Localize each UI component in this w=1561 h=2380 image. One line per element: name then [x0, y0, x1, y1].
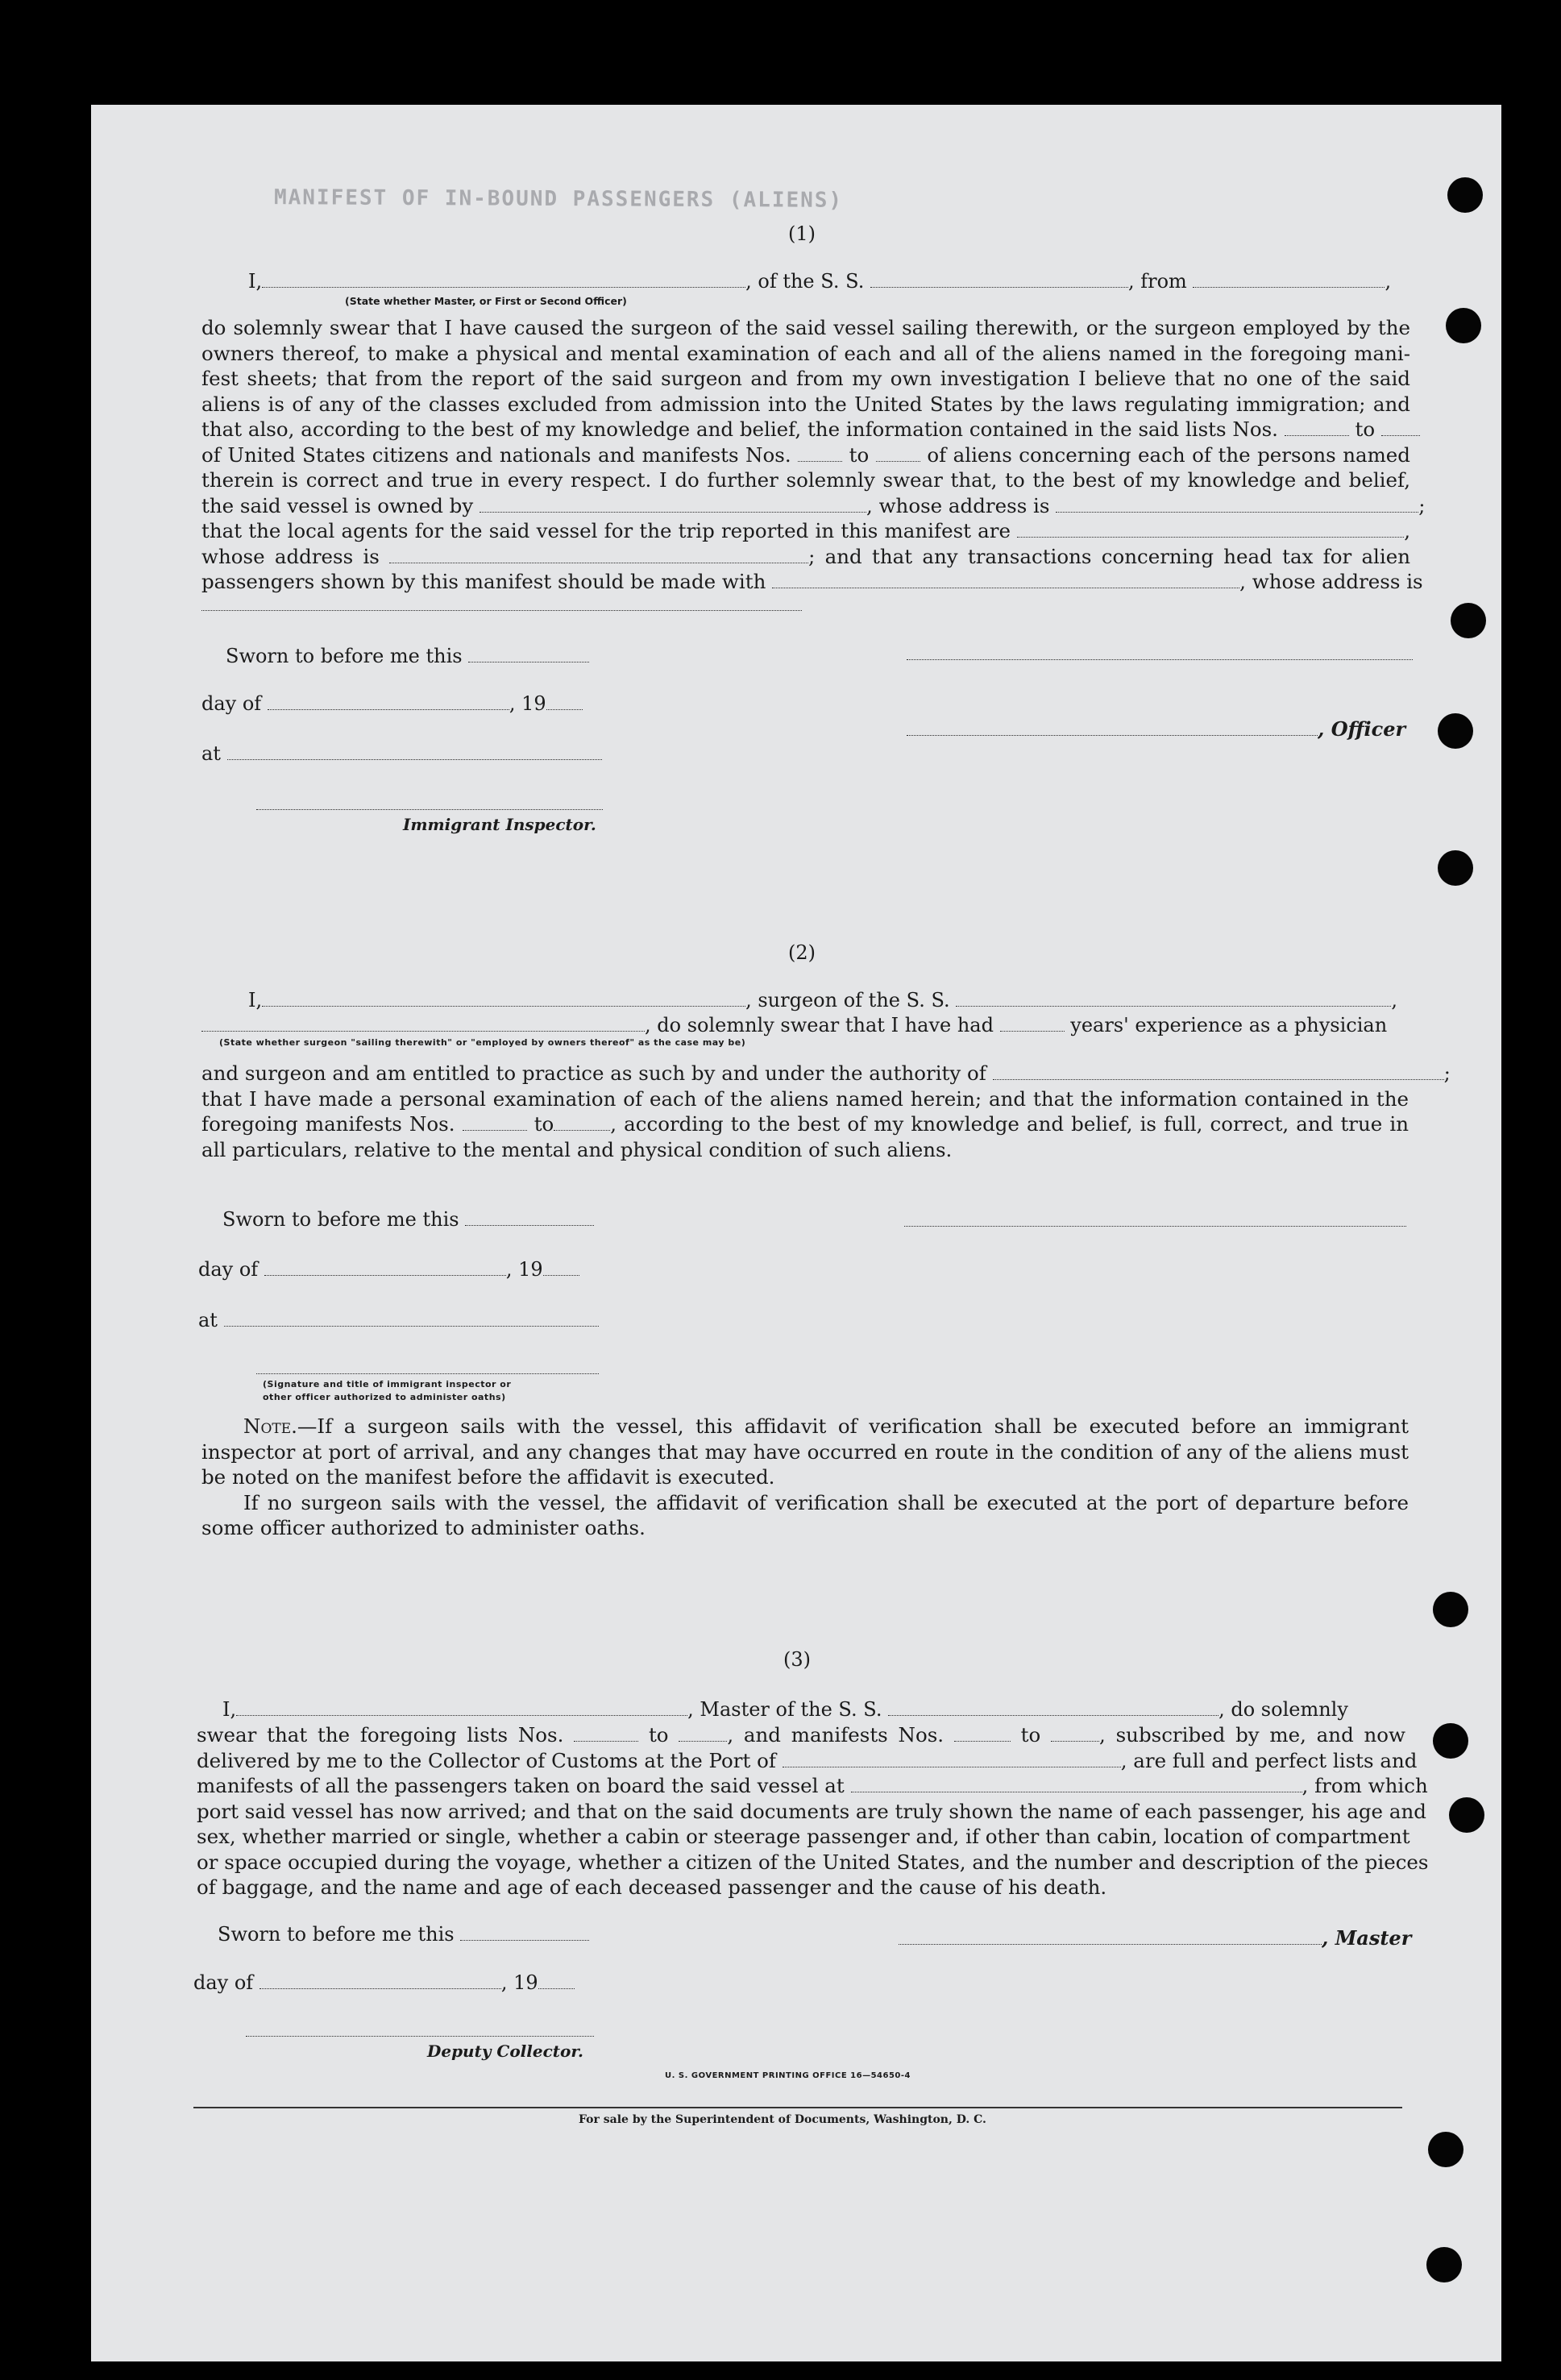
s2-note: Note.—If a surgeon sails with the vessel, this affidavit of verification shall be executed before an immigrant inspector at port of arrival, and any changes that may have occurred en route in the condition of any of the aliens must be noted on the manifest before the affidavit is executed. If no surgeon sails with the vessel, the affidavit of verification shall be executed at the port of departure before some officer authorized to administer oaths. [201, 1414, 1409, 1539]
punch-hole [1438, 713, 1473, 749]
s1-day-of: day of , 19 [201, 692, 583, 716]
s1-inspector-label: Immigrant Inspector. [403, 815, 596, 834]
s3-body: swear that the foregoing lists Nos. to , and manifests Nos. to , subscribed by me, and now delivered by me to the Collector of Customs at the Port of , are full and perfect lists and manifests of all the passengers taken on board the said vessel at , from which port said vessel has now arrived; and that on the said documents are truly shown the name of each passenger, his age and sex, whether married or single, whether a cabin or steerage passenger and, if other than cabin, location of compartment or space occupied during the voyage, whether a citizen of the United States, and the number and description of the pieces of baggage, and the name and age of each deceased passenger and the cause of his death. [197, 1723, 1429, 1899]
s3-deputy-label: Deputy Collector. [427, 2041, 584, 2061]
s2-signature-note-2: other officer authorized to administer oaths) [263, 1392, 506, 1402]
punch-hole [1428, 2132, 1463, 2167]
punch-hole [1426, 2247, 1462, 2282]
s1-address-line [201, 609, 802, 611]
footer-gpo: U. S. GOVERNMENT PRINTING OFFICE 16—54650-4 [665, 2071, 911, 2080]
s1-sworn: Sworn to before me this [226, 644, 589, 669]
s2-at: at [198, 1308, 599, 1333]
footer-rule [193, 2107, 1402, 2108]
bleed-through-header: MANIFEST OF IN-BOUND PASSENGERS (ALIENS) [273, 185, 844, 213]
s2-inspector-line[interactable] [256, 1373, 599, 1374]
s2-surgeon-note: (State whether surgeon "sailing therewith" or "employed by owners thereof" as the case may be) [219, 1037, 746, 1048]
s2-signature-note-1: (Signature and title of immigrant inspector or [263, 1379, 512, 1389]
punch-hole [1451, 603, 1486, 638]
s1-officer-note: (State whether Master, or First or Second Officer) [345, 295, 627, 307]
s2-day-of: day of , 19 [198, 1257, 579, 1282]
s2-sworn: Sworn to before me this [222, 1207, 594, 1232]
footer-for-sale: For sale by the Superintendent of Documents, Washington, D. C. [579, 2113, 986, 2126]
s1-body: do solemnly swear that I have caused the surgeon of the said vessel sailing therewith, or the surgeon employed by the owners thereof, to make a physical and mental examination of each and all of the aliens named in the foregoing mani- fest sheets; that from the report of the said surgeon and from my own investigation I believe that no one of the said aliens is of any of the classes excluded from admission into the United States by the laws regulating immigration; and that also, according to the best of my knowledge and belief, the information contained in the said lists Nos. to of United States citizens and nationals and manifests Nos. to of aliens concerning each of the persons named therein is correct and true in every respect. I do further solemnly swear that, to the best of my knowledge and belief, the said vessel is owned by , whose address is that the local agents for the said vessel for the trip reported in this manifest are , whose address is ; and that any transactions concerning head tax for alien passengers shown by this manifest should be made with , whose address is [201, 316, 1423, 593]
s1-line-i: I, , of the S. S. , from , [248, 270, 1392, 293]
s1-signature-line[interactable] [907, 658, 1413, 660]
s2-line-i: I, , surgeon of the S. S. , [248, 989, 1397, 1011]
punch-hole [1433, 1723, 1468, 1759]
punch-hole [1438, 850, 1473, 886]
s2-signature-line[interactable] [904, 1225, 1406, 1227]
punch-hole [1449, 1797, 1484, 1833]
s3-master-line: , Master [899, 1925, 1411, 1951]
section-2-number: (2) [788, 941, 816, 964]
punch-hole [1446, 308, 1481, 343]
s3-deputy-line[interactable] [246, 2035, 594, 2037]
s3-line-i: I, , Master of the S. S. , do solemnly [222, 1698, 1348, 1721]
punch-hole [1447, 177, 1483, 213]
s2-body: and surgeon and am entitled to practice as such by and under the authority of that I have made a personal examination of each of the aliens named herein; and that the information contained in the foregoing manifests Nos. to , according to the best of my knowledge and belief, is full, correct, and true in all particulars, relative to the mental and physical condition of such aliens. [201, 1061, 1409, 1162]
s1-at: at [201, 741, 602, 766]
s3-sworn: Sworn to before me this [218, 1922, 589, 1947]
section-1-number: (1) [788, 222, 816, 245]
s1-inspector-line[interactable] [256, 808, 603, 810]
section-3-number: (3) [783, 1648, 811, 1671]
s1-officer-line: , Officer [907, 716, 1405, 742]
s3-day-of: day of , 19 [193, 1971, 575, 1996]
punch-hole [1433, 1592, 1468, 1627]
s2-line-solemnly: , do solemnly swear that I have had years' experience as a physician [201, 1013, 1387, 1038]
